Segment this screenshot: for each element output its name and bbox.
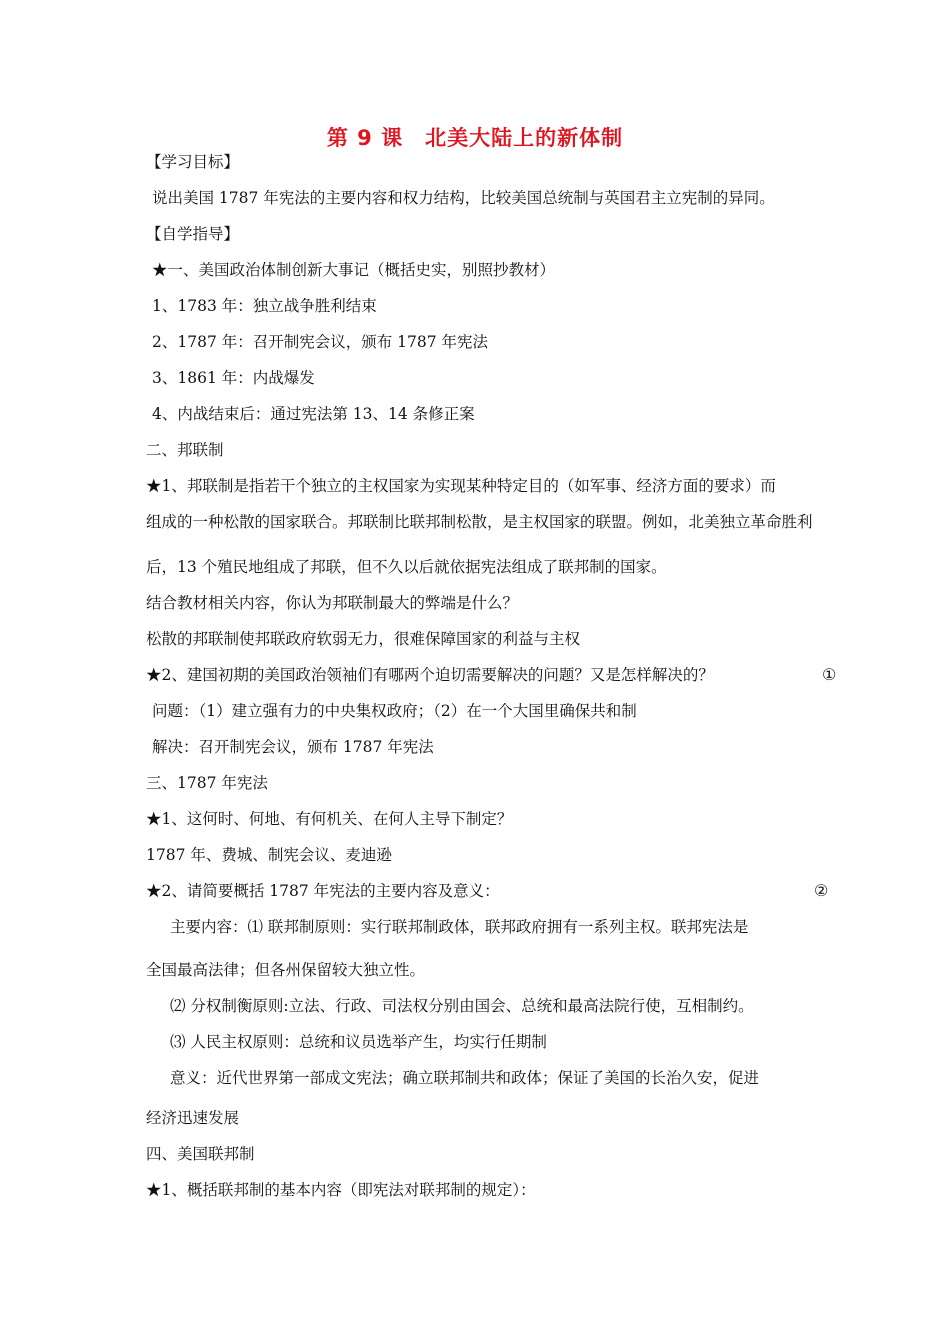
- question-text: ★2、请简要概括 1787 年宪法的主要内容及意义：: [146, 882, 500, 900]
- paragraph-line: 组成的一种松散的国家联合。邦联制比联邦制松散，是主权国家的联盟。例如，北美独立革命胜利: [146, 513, 813, 531]
- circled-marker-2: ②: [814, 881, 829, 900]
- section-heading-self-study: 【自学指导】: [146, 225, 240, 243]
- answer-text: 经济迅速发展: [146, 1109, 240, 1127]
- answer-text: 松散的邦联制使邦联政府软弱无力，很难保障国家的利益与主权: [146, 630, 581, 648]
- event-item-1: 1、1783 年：独立战争胜利结束: [152, 297, 377, 315]
- event-item-4: 4、内战结束后：通过宪法第 13、14 条修正案: [152, 405, 475, 423]
- answer-text: ⑵ 分权制衡原则:立法、行政、司法权分别由国会、总统和最高法院行使，互相制约。: [170, 997, 754, 1015]
- question-text: 结合教材相关内容，你认为邦联制最大的弊端是什么？: [146, 594, 519, 612]
- heading-part-four: 四、美国联邦制: [146, 1145, 255, 1163]
- question-text: ★1、概括联邦制的基本内容（即宪法对联邦制的规定）：: [146, 1181, 536, 1199]
- heading-part-one: ★一、美国政治体制创新大事记（概括史实，别照抄教材）: [152, 261, 556, 279]
- lesson-title: 第 9 课 北美大陆上的新体制: [326, 126, 624, 150]
- paragraph-line: 后，13 个殖民地组成了邦联，但不久以后就依据宪法组成了联邦制的国家。: [146, 558, 667, 576]
- answer-text: 全国最高法律；但各州保留较大独立性。: [146, 961, 426, 979]
- answer-text: 意义：近代世界第一部成文宪法；确立联邦制共和政体；保证了美国的长治久安，促进: [170, 1069, 760, 1087]
- answer-text: ⑶ 人民主权原则：总统和议员选举产生，均实行任期制: [170, 1033, 547, 1051]
- heading-part-two: 二、邦联制: [146, 441, 224, 459]
- circled-marker-1: ①: [822, 665, 837, 684]
- event-item-2: 2、1787 年：召开制宪会议，颁布 1787 年宪法: [152, 333, 489, 351]
- answer-text: 解决：召开制宪会议，颁布 1787 年宪法: [152, 738, 434, 756]
- paragraph-line: ★1、邦联制是指若干个独立的主权国家为实现某种特定目的（如军事、经济方面的要求）而: [146, 477, 776, 495]
- learning-goal-text: 说出美国 1787 年宪法的主要内容和权力结构，比较美国总统制与英国君主立宪制的异同。: [152, 189, 775, 207]
- section-heading-learning-goals: 【学习目标】: [146, 153, 240, 171]
- question-text: ★2、建国初期的美国政治领袖们有哪两个迫切需要解决的问题？又是怎样解决的？: [146, 666, 714, 684]
- heading-part-three: 三、1787 年宪法: [146, 774, 268, 792]
- question-text: ★1、这何时、何地、有何机关、在何人主导下制定？: [146, 810, 513, 828]
- answer-text: 主要内容：⑴ 联邦制原则：实行联邦制政体，联邦政府拥有一系列主权。联邦宪法是: [170, 918, 749, 936]
- event-item-3: 3、1861 年：内战爆发: [152, 369, 315, 387]
- answer-text: 问题：（1）建立强有力的中央集权政府；（2）在一个大国里确保共和制: [152, 702, 637, 720]
- answer-text: 1787 年、费城、制宪会议、麦迪逊: [146, 846, 392, 864]
